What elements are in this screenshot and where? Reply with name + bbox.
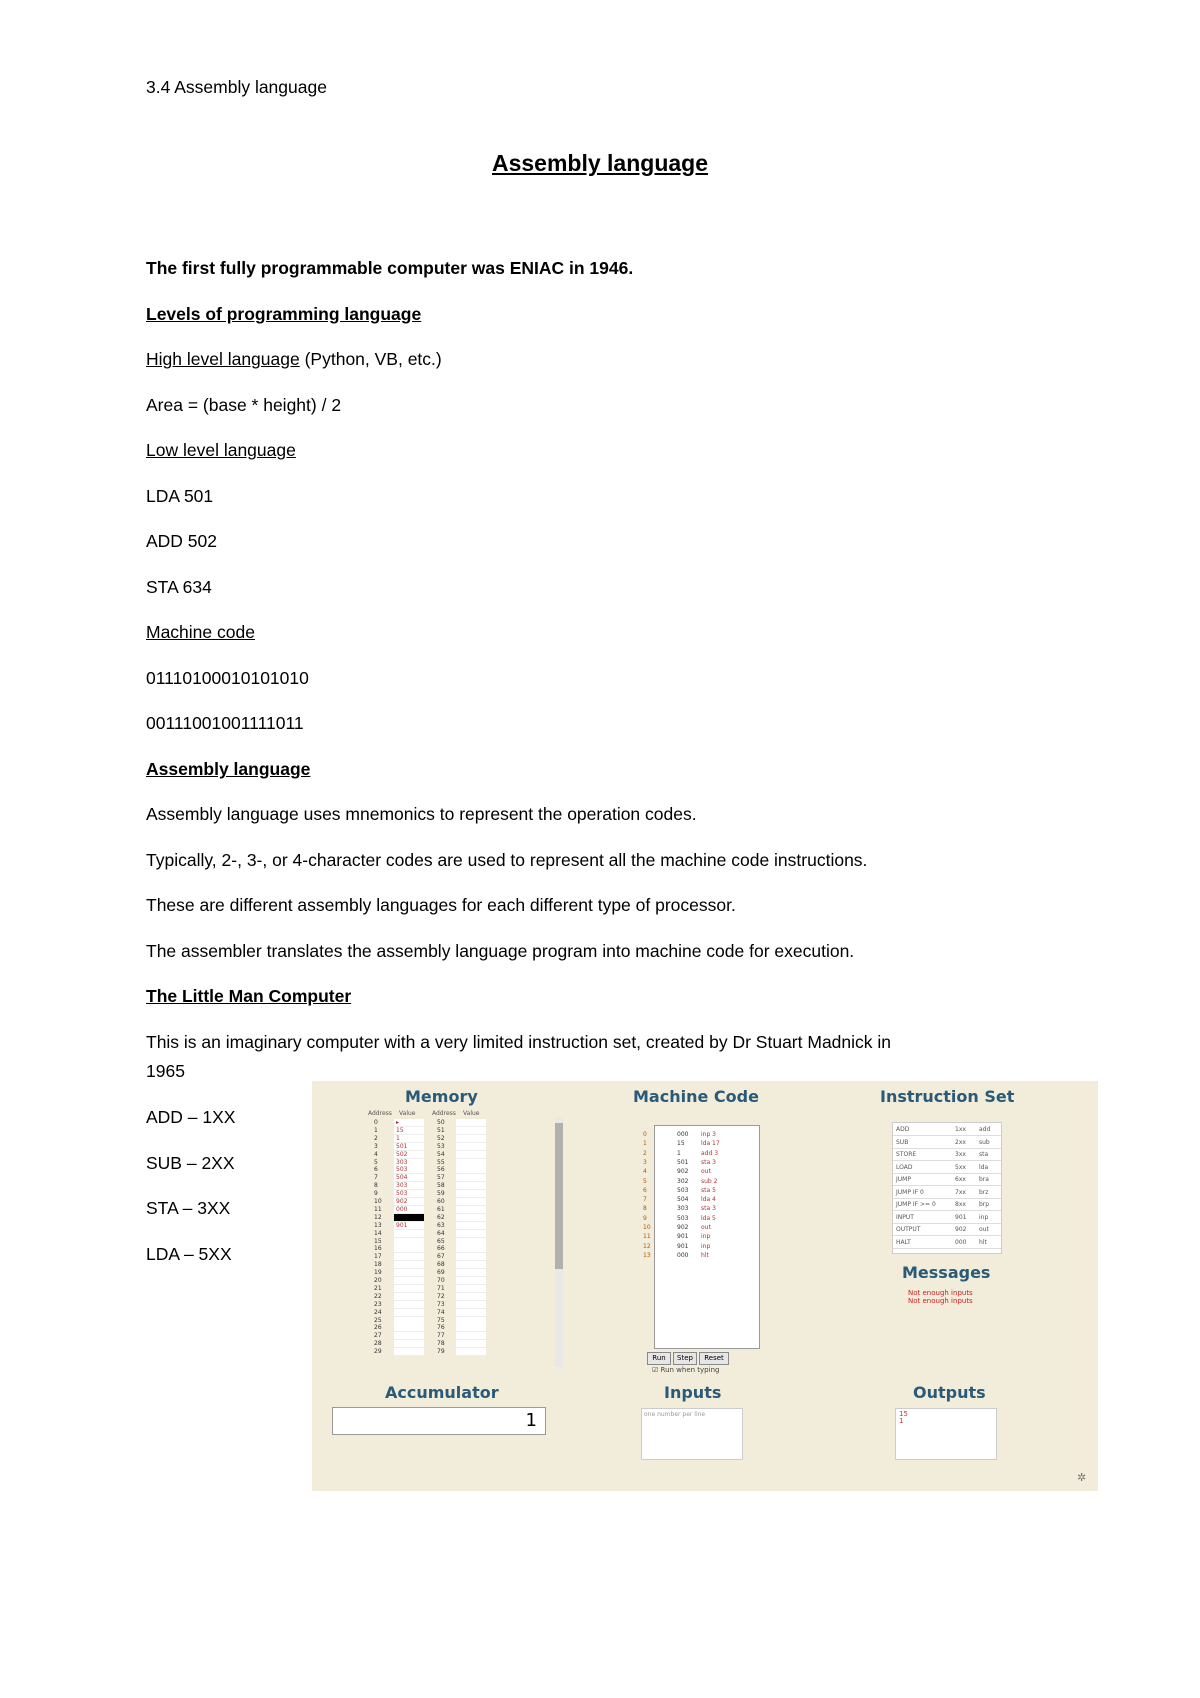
memory-cell[interactable]: [394, 1301, 424, 1309]
memory-address: 67: [437, 1253, 445, 1261]
code-address: 10: [643, 1224, 651, 1231]
memory-address: 16: [374, 1245, 382, 1253]
instruction-row: [893, 1150, 1001, 1161]
memory-cell[interactable]: 504: [394, 1174, 424, 1182]
instruction-mnemonic: out: [979, 1226, 989, 1233]
instruction-row: [893, 1188, 1001, 1199]
code-value: 302: [677, 1177, 689, 1185]
memory-address: 29: [374, 1348, 382, 1356]
code-address: 1: [643, 1140, 647, 1148]
memory-cell[interactable]: [456, 1214, 486, 1222]
resize-grip-icon: ✲: [1077, 1471, 1087, 1484]
instruction-mnemonic: lda: [979, 1163, 989, 1171]
lmc-screenshot: [312, 1081, 1098, 1491]
instruction-row: [893, 1125, 1001, 1136]
code-value: 303: [677, 1205, 689, 1213]
instruction-code: 8xx: [955, 1201, 966, 1208]
memory-address: 60: [437, 1198, 445, 1205]
asm-line: STA 634: [146, 577, 212, 597]
accumulator-title: Accumulator: [385, 1383, 499, 1402]
assembly-heading: Assembly language: [146, 759, 311, 779]
instruction-row: [893, 1138, 1001, 1149]
memory-address: 22: [374, 1292, 382, 1300]
memory-cell[interactable]: [456, 1135, 486, 1143]
memory-cell[interactable]: 503: [394, 1166, 424, 1174]
memory-address: 3: [374, 1142, 378, 1150]
memory-cell[interactable]: 902: [394, 1198, 424, 1206]
instruction-name: JUMP: [896, 1176, 911, 1183]
high-level-label: High level language: [146, 349, 300, 369]
memory-address: 28: [374, 1340, 382, 1348]
lmc-heading: The Little Man Computer: [146, 986, 352, 1006]
memory-address: 73: [437, 1300, 445, 1308]
levels-heading: Levels of programming language: [146, 304, 422, 324]
memory-address: 54: [437, 1150, 445, 1158]
memory-cell[interactable]: [394, 1230, 424, 1238]
instruction-name: ADD: [896, 1126, 910, 1133]
messages-title: Messages: [902, 1263, 991, 1282]
instruction-code: 1xx: [955, 1126, 966, 1133]
assembly-paragraph: Assembly language uses mnemonics to represent the operation codes.: [146, 804, 697, 824]
code-address: 2: [643, 1149, 647, 1157]
opcode-line: STA – 3XX: [146, 1198, 231, 1218]
inputs-title: Inputs: [664, 1383, 722, 1402]
memory-cell[interactable]: [456, 1285, 486, 1293]
memory-address: 4: [374, 1150, 378, 1158]
code-address: 8: [643, 1205, 647, 1213]
code-address: 13: [643, 1251, 651, 1259]
memory-address: 63: [437, 1221, 445, 1229]
instruction-name: SUB: [896, 1138, 909, 1146]
memory-cell[interactable]: [394, 1317, 424, 1325]
memory-address: 66: [437, 1245, 445, 1253]
code-mnemonic: inp 3: [701, 1131, 717, 1138]
memory-address: 79: [437, 1348, 445, 1356]
memory-address: 61: [437, 1205, 445, 1213]
binary-line: 00111001001111011: [146, 713, 304, 733]
memory-address: 64: [437, 1229, 445, 1237]
memory-address: 76: [437, 1324, 445, 1332]
memory-address: 12: [374, 1213, 382, 1221]
memory-address: 7: [374, 1174, 378, 1182]
code-mnemonic: sta 3: [701, 1158, 716, 1166]
code-address: 9: [643, 1214, 647, 1222]
code-mnemonic: sta 5: [701, 1186, 716, 1194]
memory-address: 77: [437, 1332, 445, 1340]
code-mnemonic: lda 17: [701, 1140, 720, 1148]
memory-header: Address: [368, 1110, 392, 1117]
memory-cell[interactable]: 503: [394, 1190, 424, 1198]
high-level-examples: (Python, VB, etc.): [299, 349, 442, 369]
memory-cell[interactable]: [456, 1348, 486, 1356]
memory-title: Memory: [405, 1087, 478, 1106]
memory-address: 19: [374, 1269, 382, 1277]
code-mnemonic: hlt: [701, 1251, 709, 1259]
memory-cell[interactable]: [456, 1301, 486, 1309]
memory-address: 0: [374, 1119, 378, 1126]
memory-address: 57: [437, 1174, 445, 1182]
instruction-name: OUTPUT: [896, 1226, 921, 1233]
instruction-set-table: [892, 1122, 1002, 1254]
run-when-typing-label: Run when typing: [660, 1366, 720, 1374]
memory-address: 2: [374, 1134, 378, 1142]
instruction-row: [893, 1225, 1001, 1236]
output-value: 15: [899, 1410, 908, 1418]
outputs-title: Outputs: [913, 1383, 986, 1402]
memory-address: 13: [374, 1221, 382, 1229]
memory-address: 59: [437, 1190, 445, 1198]
code-address: 11: [643, 1233, 651, 1241]
memory-cell[interactable]: [456, 1127, 486, 1135]
memory-cell[interactable]: ▸: [394, 1119, 424, 1127]
instruction-mnemonic: hlt: [979, 1238, 987, 1246]
memory-address: 10: [374, 1198, 382, 1205]
memory-cell[interactable]: [456, 1222, 486, 1230]
code-value: 901: [677, 1233, 689, 1241]
code-mnemonic: lda 4: [701, 1196, 716, 1204]
code-mnemonic: inp: [701, 1242, 711, 1250]
opcode-line: LDA – 5XX: [146, 1244, 232, 1264]
memory-cell[interactable]: 15: [394, 1127, 424, 1135]
memory-cell[interactable]: [456, 1166, 486, 1174]
memory-address: 51: [437, 1126, 445, 1134]
memory-address: 52: [437, 1134, 445, 1142]
opcode-line: SUB – 2XX: [146, 1153, 235, 1173]
instruction-name: JUMP IF 0: [896, 1188, 924, 1196]
memory-header: Value: [463, 1110, 480, 1117]
memory-address: 56: [437, 1166, 445, 1174]
scrollbar-thumb[interactable]: [555, 1123, 563, 1269]
step-button[interactable]: Step: [673, 1352, 697, 1365]
instruction-mnemonic: brp: [979, 1201, 990, 1208]
code-mnemonic: sub 2: [701, 1177, 718, 1185]
code-mnemonic: out: [701, 1168, 711, 1176]
memory-address: 14: [374, 1229, 382, 1237]
memory-cell[interactable]: [456, 1143, 486, 1151]
memory-address: 75: [437, 1316, 445, 1324]
memory-cell[interactable]: [456, 1309, 486, 1317]
memory-cell[interactable]: 901: [394, 1222, 424, 1230]
memory-address: 74: [437, 1308, 445, 1316]
instruction-code: 7xx: [955, 1188, 966, 1196]
code-address: 5: [643, 1177, 647, 1185]
memory-address: 55: [437, 1158, 445, 1166]
instruction-code: 2xx: [955, 1138, 966, 1146]
instruction-code: 3xx: [955, 1151, 966, 1158]
code-value: 000: [677, 1251, 689, 1259]
assembly-paragraph: The assembler translates the assembly language program into machine code for execution.: [146, 941, 855, 961]
memory-cell[interactable]: [456, 1317, 486, 1325]
instruction-name: STORE: [896, 1151, 917, 1158]
memory-cell[interactable]: [456, 1245, 486, 1253]
high-level-line: [146, 348, 442, 370]
assembly-paragraph: These are different assembly languages for each different type of processor.: [146, 895, 736, 915]
output-value: 1: [899, 1417, 904, 1425]
instruction-mnemonic: add: [979, 1126, 991, 1133]
memory-cell[interactable]: [456, 1190, 486, 1198]
memory-address: 8: [374, 1182, 378, 1190]
memory-cell[interactable]: 502: [394, 1151, 424, 1159]
memory-cell[interactable]: [394, 1261, 424, 1269]
memory-address: 62: [437, 1213, 445, 1221]
memory-cell[interactable]: [394, 1269, 424, 1277]
code-mnemonic: sta 3: [701, 1205, 716, 1213]
instruction-mnemonic: sub: [979, 1138, 990, 1146]
memory-cell[interactable]: [394, 1285, 424, 1293]
memory-cell[interactable]: [456, 1332, 486, 1340]
assembly-paragraph: Typically, 2-, 3-, or 4-character codes are used to represent all the machine code instructions.: [146, 850, 868, 870]
memory-cell[interactable]: [456, 1174, 486, 1182]
machine-code-title: Machine Code: [633, 1087, 759, 1106]
memory-header: Value: [399, 1110, 416, 1117]
code-mnemonic: inp: [701, 1233, 711, 1241]
memory-address: 71: [437, 1284, 445, 1292]
area-formula: Area = (base * height) / 2: [146, 395, 342, 415]
code-value: 503: [677, 1186, 689, 1194]
memory-address: 65: [437, 1237, 445, 1245]
inputs-field[interactable]: one number per line: [641, 1408, 743, 1460]
memory-cell[interactable]: [394, 1324, 424, 1332]
code-mnemonic: out: [701, 1224, 711, 1231]
memory-cell[interactable]: 000: [394, 1206, 424, 1214]
intro-text: The first fully programmable computer was ENIAC in 1946.: [146, 258, 634, 278]
memory-address: 78: [437, 1340, 445, 1348]
memory-address: 20: [374, 1277, 382, 1284]
memory-address: 27: [374, 1332, 382, 1340]
memory-cell[interactable]: [394, 1293, 424, 1301]
memory-cell[interactable]: [456, 1324, 486, 1332]
memory-cell[interactable]: [456, 1253, 486, 1261]
instruction-name: HALT: [896, 1238, 911, 1246]
outputs-field: [895, 1408, 997, 1460]
code-address: 4: [643, 1168, 647, 1176]
memory-cell[interactable]: [456, 1269, 486, 1277]
memory-cell[interactable]: [456, 1151, 486, 1159]
code-mnemonic: add 3: [701, 1149, 719, 1157]
document-title: Assembly language: [491, 150, 709, 176]
reset-button[interactable]: Reset: [699, 1352, 729, 1365]
memory-cell[interactable]: [456, 1230, 486, 1238]
instruction-code: 000: [955, 1238, 967, 1246]
code-value: 15: [677, 1140, 685, 1148]
opcode-line: ADD – 1XX: [146, 1107, 236, 1127]
memory-cell[interactable]: [456, 1340, 486, 1348]
instruction-row: [893, 1238, 1001, 1249]
run-button[interactable]: Run: [647, 1352, 671, 1365]
instruction-name: JUMP IF >= 0: [896, 1201, 936, 1208]
memory-cell[interactable]: [456, 1159, 486, 1167]
memory-cell[interactable]: [456, 1182, 486, 1190]
memory-cell[interactable]: [394, 1214, 424, 1222]
memory-address: 17: [374, 1253, 382, 1261]
memory-address: 5: [374, 1158, 378, 1166]
memory-address: 6: [374, 1166, 378, 1174]
memory-address: 21: [374, 1284, 382, 1292]
code-value: 000: [677, 1131, 689, 1138]
asm-line: LDA 501: [146, 486, 214, 506]
memory-address: 18: [374, 1261, 382, 1269]
instruction-code: 6xx: [955, 1176, 966, 1183]
memory-header: Address: [432, 1110, 456, 1117]
instruction-name: LOAD: [896, 1163, 913, 1171]
memory-address: 24: [374, 1308, 382, 1316]
memory-address: 25: [374, 1316, 382, 1324]
memory-address: 9: [374, 1190, 378, 1198]
low-level-heading: Low level language: [146, 440, 296, 460]
instruction-mnemonic: brz: [979, 1188, 989, 1196]
memory-cell[interactable]: [394, 1332, 424, 1340]
memory-cell[interactable]: [456, 1238, 486, 1246]
memory-cell[interactable]: [394, 1277, 424, 1285]
memory-address: 68: [437, 1261, 445, 1269]
message-line: Not enough inputs: [908, 1297, 973, 1305]
instruction-row: [893, 1213, 1001, 1224]
memory-cell[interactable]: [394, 1245, 424, 1253]
code-mnemonic: lda 5: [701, 1214, 716, 1222]
run-when-typing-checkbox[interactable]: ☑ Run when typing: [652, 1366, 720, 1374]
machine-code-editor[interactable]: [643, 1125, 760, 1349]
code-address: 12: [643, 1242, 651, 1250]
instruction-mnemonic: sta: [979, 1151, 989, 1158]
page-header: 3.4 Assembly language: [146, 77, 327, 97]
instruction-name: INPUT: [896, 1213, 914, 1221]
accumulator-value: 1: [332, 1407, 546, 1435]
memory-scrollbar[interactable]: [555, 1117, 563, 1367]
instruction-mnemonic: inp: [979, 1213, 989, 1221]
memory-cell[interactable]: 303: [394, 1159, 424, 1167]
memory-cell[interactable]: 501: [394, 1143, 424, 1151]
code-value: 501: [677, 1158, 689, 1166]
memory-cell[interactable]: [456, 1293, 486, 1301]
instruction-row: [893, 1200, 1001, 1211]
instruction-code: 902: [955, 1226, 967, 1233]
lmc-description-cont: 1965: [146, 1061, 185, 1081]
memory-address: 15: [374, 1237, 382, 1245]
memory-address: 70: [437, 1277, 445, 1284]
memory-address: 50: [437, 1119, 445, 1126]
memory-address: 26: [374, 1324, 382, 1332]
code-value: 902: [677, 1168, 689, 1176]
memory-cell[interactable]: 1: [394, 1135, 424, 1143]
memory-cell[interactable]: [456, 1261, 486, 1269]
code-address: 0: [643, 1131, 647, 1138]
memory-address: 53: [437, 1142, 445, 1150]
message-line: Not enough inputs: [908, 1289, 973, 1297]
memory-address: 58: [437, 1182, 445, 1190]
memory-address: 1: [374, 1126, 378, 1134]
instruction-row: [893, 1163, 1001, 1174]
memory-cell[interactable]: 303: [394, 1182, 424, 1190]
instruction-code: 901: [955, 1213, 967, 1221]
code-value: 503: [677, 1214, 689, 1222]
memory-cell[interactable]: [456, 1206, 486, 1214]
memory-cell[interactable]: [394, 1238, 424, 1246]
asm-line: ADD 502: [146, 531, 218, 551]
instruction-code: 5xx: [955, 1163, 966, 1171]
memory-cell[interactable]: [394, 1340, 424, 1348]
memory-address: 69: [437, 1269, 445, 1277]
code-value: 902: [677, 1224, 689, 1231]
instruction-set-title: Instruction Set: [880, 1087, 1015, 1106]
code-value: 504: [677, 1196, 689, 1204]
instruction-mnemonic: bra: [979, 1176, 989, 1183]
code-address: 3: [643, 1158, 647, 1166]
instruction-row: [893, 1175, 1001, 1186]
memory-cell[interactable]: [456, 1277, 486, 1285]
binary-line: 01110100010101010: [146, 668, 309, 688]
memory-address: 72: [437, 1292, 445, 1300]
memory-cell[interactable]: [394, 1253, 424, 1261]
memory-address: 11: [374, 1205, 382, 1213]
lmc-description: This is an imaginary computer with a very limited instruction set, created by Dr Stuart Madnick in: [146, 1032, 892, 1052]
code-value: 1: [677, 1149, 681, 1157]
code-value: 901: [677, 1242, 689, 1250]
memory-cell[interactable]: [456, 1198, 486, 1206]
code-address: 7: [643, 1196, 647, 1204]
machine-code-heading: Machine code: [146, 622, 255, 642]
memory-cell[interactable]: [394, 1348, 424, 1356]
memory-cell[interactable]: [394, 1309, 424, 1317]
memory-address: 23: [374, 1300, 382, 1308]
memory-cell[interactable]: [456, 1119, 486, 1127]
code-address: 6: [643, 1186, 647, 1194]
